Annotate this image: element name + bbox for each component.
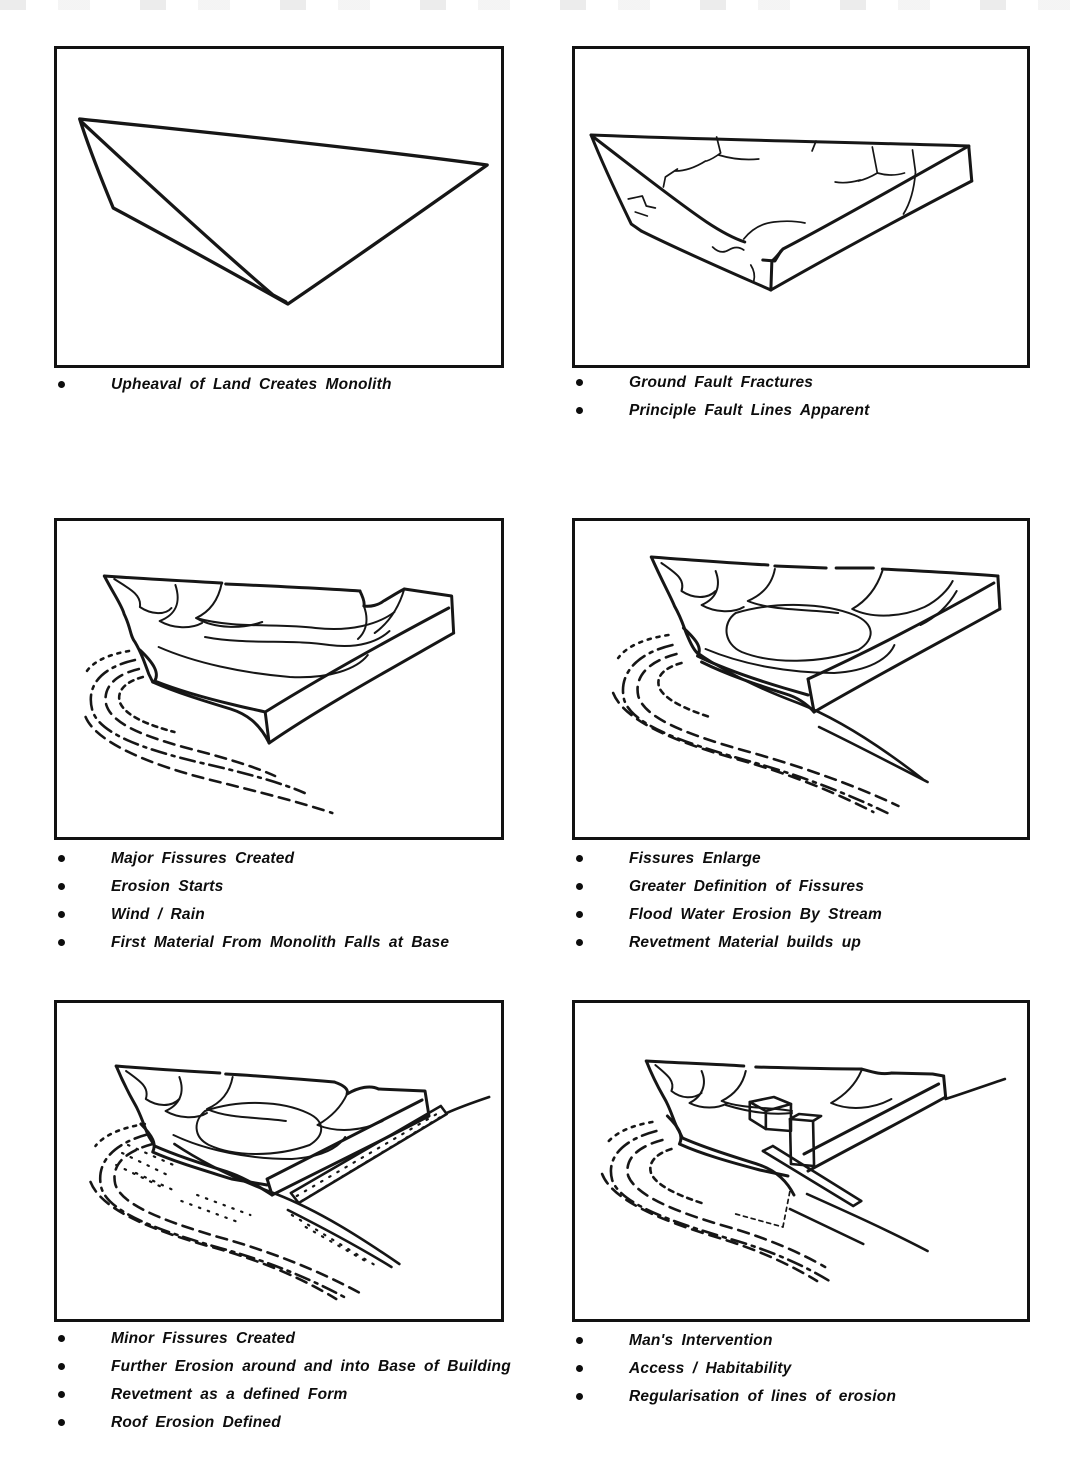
caption-item xyxy=(54,1353,534,1381)
revetment-defined-form-sketch xyxy=(57,1003,501,1319)
caption-block-stage-3 xyxy=(54,845,534,957)
bullet-icon xyxy=(58,911,65,918)
leader-dashes xyxy=(736,1191,790,1227)
monolith-outline xyxy=(80,119,487,304)
caption-text: Flood Water Erosion By Stream xyxy=(629,906,882,923)
caption-text: Revetment as a defined Form xyxy=(111,1386,348,1403)
enlarged-fissures-stream-sketch xyxy=(575,521,1027,837)
panel-stage-5 xyxy=(54,1000,504,1322)
caption-block-stage-6 xyxy=(572,1327,1052,1411)
bullet-icon xyxy=(576,407,583,414)
caption-block-stage-5 xyxy=(54,1325,534,1437)
caption-text: Man's Intervention xyxy=(629,1332,773,1349)
bullet-icon xyxy=(58,1363,65,1370)
panel-stage-2 xyxy=(572,46,1030,368)
caption-item xyxy=(54,845,534,873)
caption-text: Ground Fault Fractures xyxy=(629,374,814,391)
bullet-icon xyxy=(576,1365,583,1372)
monolith-slab xyxy=(104,576,453,743)
bullet-icon xyxy=(58,381,65,388)
bullet-icon xyxy=(576,855,583,862)
scan-artifact xyxy=(0,0,1080,10)
caption-block-stage-1 xyxy=(54,371,534,399)
bullet-icon xyxy=(58,1391,65,1398)
caption-text: Revetment Material builds up xyxy=(629,934,862,951)
caption-text: Upheaval of Land Creates Monolith xyxy=(111,376,392,393)
bullet-icon xyxy=(58,939,65,946)
caption-item xyxy=(572,397,1052,425)
caption-text: Minor Fissures Created xyxy=(111,1330,296,1347)
stream-erosion-lines xyxy=(613,635,927,813)
caption-item xyxy=(572,1383,1052,1411)
stream-erosion-lines xyxy=(602,1122,927,1282)
caption-item xyxy=(54,873,534,901)
bullet-icon xyxy=(58,855,65,862)
ground-line xyxy=(946,1079,1005,1099)
caption-item xyxy=(54,929,534,957)
caption-item xyxy=(572,901,1052,929)
mans-intervention-sketch xyxy=(575,1003,1027,1319)
bullet-icon xyxy=(576,1393,583,1400)
bullet-icon xyxy=(576,379,583,386)
caption-item xyxy=(572,1355,1052,1383)
caption-item xyxy=(572,1327,1052,1355)
caption-text: Regularisation of lines of erosion xyxy=(629,1388,897,1405)
monolith-slab xyxy=(116,1066,429,1195)
panel-stage-4 xyxy=(572,518,1030,840)
monolith-slab xyxy=(651,557,1000,712)
caption-block-stage-2 xyxy=(572,369,1052,425)
monolith-slab xyxy=(646,1061,945,1195)
bullet-icon xyxy=(576,883,583,890)
stream-erosion-lines xyxy=(86,651,333,813)
caption-text: Principle Fault Lines Apparent xyxy=(629,402,870,419)
caption-text: First Material From Monolith Falls at Base xyxy=(111,934,450,951)
caption-item xyxy=(572,369,1052,397)
caption-text: Access / Habitability xyxy=(629,1360,792,1377)
caption-item xyxy=(572,845,1052,873)
bullet-icon xyxy=(576,1337,583,1344)
caption-item xyxy=(54,1325,534,1353)
caption-item xyxy=(54,1409,534,1437)
caption-item xyxy=(54,901,534,929)
bullet-icon xyxy=(58,883,65,890)
bullet-icon xyxy=(58,1335,65,1342)
bullet-icon xyxy=(576,939,583,946)
monolith-slab xyxy=(591,135,972,290)
caption-item xyxy=(572,929,1052,957)
fissure-lines xyxy=(126,1071,383,1159)
bullet-icon xyxy=(576,911,583,918)
upheaved-monolith-sketch xyxy=(57,49,501,365)
ground-fault-monolith-sketch xyxy=(575,49,1027,365)
caption-text: Wind / Rain xyxy=(111,906,205,923)
caption-text: Greater Definition of Fissures xyxy=(629,878,865,895)
caption-item xyxy=(54,1381,534,1409)
fissured-monolith-erosion-sketch xyxy=(57,521,501,837)
caption-text: Fissures Enlarge xyxy=(629,850,761,867)
caption-block-stage-4 xyxy=(572,845,1052,957)
panel-stage-1 xyxy=(54,46,504,368)
revetment-strip xyxy=(291,1097,489,1203)
caption-item xyxy=(54,371,534,399)
caption-text: Major Fissures Created xyxy=(111,850,295,867)
fissure-lines xyxy=(655,1065,891,1114)
bullet-icon xyxy=(58,1419,65,1426)
caption-item xyxy=(572,873,1052,901)
caption-text: Erosion Starts xyxy=(111,878,224,895)
caption-text: Roof Erosion Defined xyxy=(111,1414,281,1431)
stream-erosion-lines xyxy=(91,1124,400,1299)
caption-text: Further Erosion around and into Base of Building xyxy=(111,1358,511,1375)
panel-stage-3 xyxy=(54,518,504,840)
panel-stage-6 xyxy=(572,1000,1030,1322)
